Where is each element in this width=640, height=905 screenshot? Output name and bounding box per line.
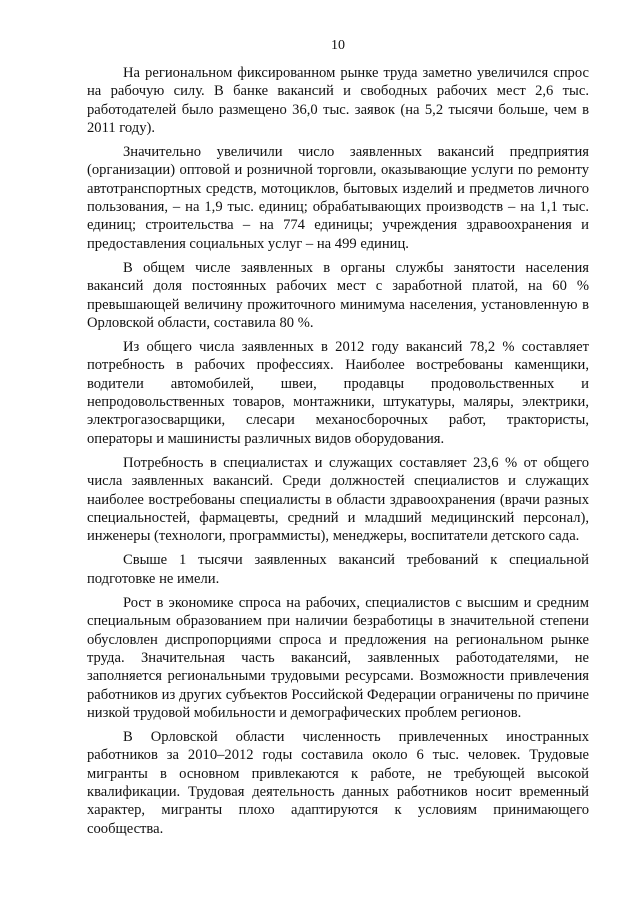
paragraph: На региональном фиксированном рынке труда заметно увеличился спрос на рабочую силу. В банке вакансий и свободных рабочих мест 2,6 тыс. работодателей было размещено 36,0 тыс. заявок (на 5,2 тысячи больше, чем в 2011 году). bbox=[87, 65, 589, 136]
page-number: 10 bbox=[331, 38, 345, 53]
paragraph: Потребность в специалистах и служащих составляет 23,6 % от общего числа заявленных вакансий. Среди должностей специалистов и служащих наиболее востребованы специалисты в области здравоохранения (врачи разных специальностей, фармацевты, средний и младший медицинский персонал), инженеры (технологи, программисты), менеджеры, воспитатели детского сада. bbox=[87, 454, 589, 545]
paragraph: Свыше 1 тысячи заявленных вакансий требований к специальной подготовке не имели. bbox=[87, 552, 589, 587]
paragraph: Рост в экономике спроса на рабочих, специалистов с высшим и средним специальным образованием при наличии безработицы в значительной степени обусловлен диспропорциями спроса и предложения на региональном рынке труда. Значительная часть вакансий, заявленных работодателями, не заполняется региональными трудовыми ресурсами. Возможности привлечения работников из других субъектов Российской Федерации ограничены по причине низкой трудовой мобильности и демографических проблем регионов. bbox=[87, 595, 589, 721]
paragraph: Значительно увеличили число заявленных вакансий предприятия (организации) оптовой и розничной торговли, оказывающие услуги по ремонту автотранспортных средств, мотоциклов, бытовых изделий и предметов личного пользования, – на 1,9 тыс. единиц; обрабатывающих производств – на 1,1 тыс. единиц; строительства – на 774 единицы; учреждения здравоохранения и предоставления социальных услуг – на 499 единиц. bbox=[87, 144, 589, 252]
paragraph: В Орловской области численность привлеченных иностранных работников за 2010–2012 годы составила около 6 тыс. человек. Трудовые мигранты в основном привлекаются к работе, не требующей высокой квалификации. Трудовая деятельность данных работников носит временный характер, мигранты плохо адаптируются к условиям принимающего сообщества. bbox=[87, 729, 589, 837]
paragraph: Из общего числа заявленных в 2012 году вакансий 78,2 % составляет потребность в рабочих профессиях. Наиболее востребованы каменщики, водители автомобилей, швеи, продавцы продовольственных и непродовольственных товаров, монтажники, штукатуры, маляры, электрики, электрогазосварщики, слесари механосборочных работ, трактористы, операторы и машинисты различных видов оборудования. bbox=[87, 339, 589, 447]
document-body bbox=[87, 64, 589, 844]
paragraph: В общем числе заявленных в органы службы занятости населения вакансий доля постоянных рабочих мест с заработной платой, на 60 % превышающей величину прожиточного минимума населения, установленную в Орловской области, составила 80 %. bbox=[87, 259, 589, 331]
